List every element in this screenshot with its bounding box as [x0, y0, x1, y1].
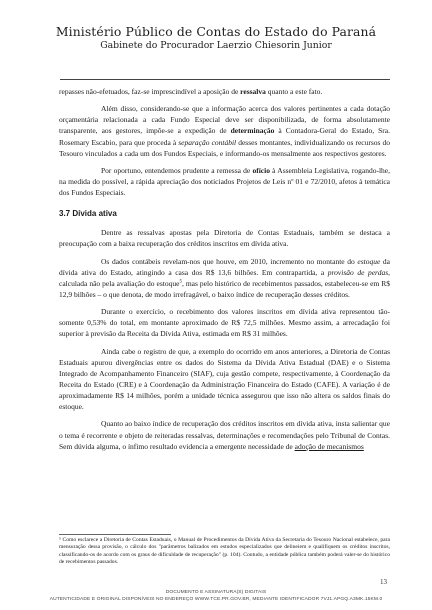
paragraph-5-italic-estoque: estoque — [357, 256, 381, 266]
header-divider — [60, 79, 390, 80]
paragraph-6: Durante o exercício, o recebimento dos valores inscritos em dívida ativa representou tão-somente 0,53% do total, em montante aproximado de R$ 72,5 milhões. Mesmo assim, a arrecadação foi superior à previsão da Receita da Dívida Ativa, estimada em R$ 31 milhões. — [59, 307, 390, 339]
paragraph-3 — [59, 165, 390, 198]
paragraph-4: Dentre as ressalvas apostas pela Diretoria de Contas Estaduais, também se destaca a preocupação com a baixa recuperação dos créditos inscritos em dívida ativa. — [59, 228, 390, 249]
paragraph-1-bold-ressalva: ressalva — [240, 87, 266, 96]
paragraph-2-text-e: desses montantes, individualizando os recursos do Tesouro vinculados a cada um dos Fundos Especiais, e informando-os mensalmente aos respectivos gestores. — [59, 137, 391, 158]
paragraph-5-italic-provisao: provisão de perdas — [327, 267, 389, 277]
paragraph-1-text-c: quanto a este fato. — [265, 87, 323, 96]
footnote: ⁵ Como esclarece a Diretoria de Contas Estaduais, o Manual de Procedimentos da Dívida Ativa da Secretaria do Tesouro Nacional estabelece, para mensuração dessa provisão, o cálculo dos "parâmetros balizados em estudos especializados que delineiem e qualifiquem os créditos inscritos, classificando-os de acordo com os graus de dificuldade de recuperação" (p. 104). Contudo, a entidade pública também poderá valer-se do histórico de recebimentos passados. — [59, 537, 390, 565]
letterhead — [0, 24, 432, 52]
paragraph-5-text-f: , mas pelo histórico de recebimentos passados, estabeleceu-se em R$ 12,9 bilhões – o que denota, de modo irrefragável, o baixo índice de recuperação desses créditos. — [59, 278, 391, 299]
page-number: 13 — [380, 578, 387, 586]
paragraph-2-italic-separacao: separação contábil — [178, 137, 237, 147]
paragraph-5-text-a: Os dados contábeis revelam-nos que houve, em 2010, incremento no montante do — [101, 256, 358, 266]
paragraph-1-text-a: repasses não-efetuados, faz-se imprescindível a aposição de — [59, 87, 241, 96]
digital-signature-stamp — [0, 590, 432, 603]
paragraph-5-text-e: , calculada não pela avaliação do estoque — [59, 267, 390, 288]
paragraph-1 — [59, 86, 390, 97]
document-body — [59, 86, 390, 458]
page-subtitle: Gabinete do Procurador Laerzio Chiesorin Junior — [100, 40, 332, 51]
paragraph-3-bold-oficio: ofício — [252, 165, 270, 175]
section-heading: 3.7 Dívida ativa — [59, 209, 117, 219]
paragraph-8-underlined-text: adoção de mecanismos — [294, 441, 364, 451]
paragraph-2-text-c: à Contadora-Geral do Estado, Sra. Rosemary Escabio, para que proceda à — [59, 126, 390, 147]
paragraph-3-text-c: à Assembleia Legislativa, rogando-lhe, na medida do possível, a rápida apreciação dos noticiados Projetos de Leis nº 01 e 72/2010, afetos à temática dos Fundos Especiais. — [59, 165, 390, 198]
paragraph-8-text-a: Quanto ao baixo índice de recuperação dos créditos inscritos em dívida ativa, insta salientar que o tema é recorrente e objeto de reiteradas ressalvas, determinações e recomendações pelo Tribunal de Contas. Sem dúvida alguma, o ínfimo resultado evidencia a emergente necessidade de — [59, 419, 390, 451]
paragraph-7: Ainda cabe o registro de que, a exemplo do ocorrido em anos anteriores, a Diretoria de Contas Estaduais apurou divergências entre os dados do Sistema da Dívida Ativa Estadual (DAE) e o Sistema Integrado de Acompanhamento Financeiro (SIAF), cuja gestão compete, respectivamente, à Coordenação da Receita do Estado (CRE) e à Coordenação da Administração Financeira do Estado (CAFE). A variação é de aproximadamente R$ 14 milhões, porém a unidade técnica assegurou que isso não altera os saldos finais do estoque. — [59, 346, 390, 412]
paragraph-2-text-a: Além disso, considerando-se que a informação acerca dos valores pertinentes a cada dotação orçamentária relacionada a cada Fundo Especial deve ser disponibilizada, de forma absolutamente transparente, aos gestores, impõe-se a expedição de — [59, 104, 390, 136]
page-title: Ministério Público de Contas do Estado do Paraná — [55, 24, 377, 39]
stamp-line-1: DOCUMENTO E ASSINATURA(S) DIGITAIS — [165, 590, 267, 595]
paragraph-2-bold-determinacao: determinação — [230, 126, 275, 136]
paragraph-5-text-c: da dívida ativa do Estado, atingindo a casa dos R$ 13,6 bilhões. Em contrapartida, a — [59, 256, 390, 277]
paragraph-8 — [59, 418, 390, 451]
stamp-line-2: AUTENTICIDADE E ORIGINAL DISPONÍVEIS NO ENDEREÇO WWW.TCE.PR.GOV.BR, MEDIANTE IDENTIFICADOR 7VJ1.APGQ.A3MK.15KM.0 — [49, 596, 383, 602]
paragraph-3-text-a: Por oportuno, entendemos prudente a remessa de — [101, 165, 253, 175]
paragraph-2 — [59, 103, 390, 158]
footnote-marker[interactable]: 5 — [179, 279, 182, 285]
footnote-divider — [59, 534, 171, 535]
paragraph-5 — [59, 256, 390, 300]
